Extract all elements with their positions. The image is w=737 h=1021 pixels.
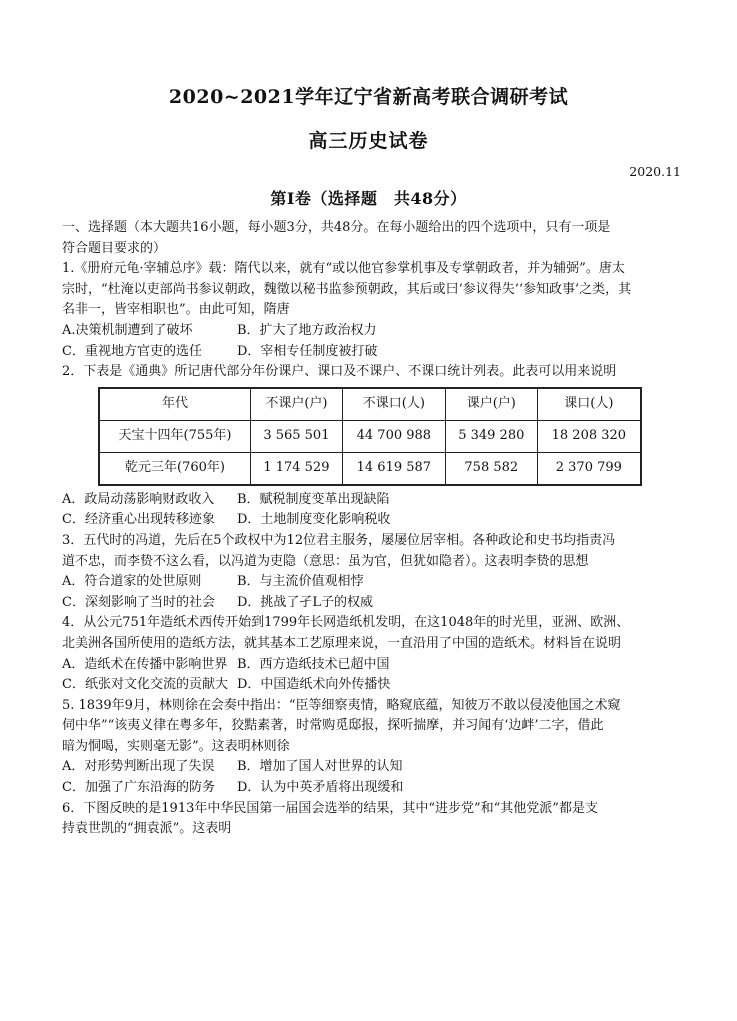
- question-5-options-row: [62, 757, 678, 778]
- question-4-text: 4．从公元751年造纸术西传开始到1799年长网造纸机发明，在这1048年的时光里，亚洲、欧洲、: [62, 615, 630, 631]
- table-row: [99, 452, 641, 485]
- table-cell: 2 370 799: [537, 452, 641, 485]
- table-cell: 758 582: [445, 452, 537, 485]
- option-b: B．与主流价值观相悖: [237, 574, 364, 590]
- question-5-options-row: [62, 778, 678, 799]
- exam-subtitle: 高三历史试卷: [308, 130, 429, 152]
- table-header-cell: 不课口(人): [342, 388, 445, 421]
- instructions-line: 一、选择题（本大题共16小题，每小题3分，共48分。在每小题给出的四个选项中，只有一项是: [62, 220, 611, 235]
- exam-date: 2020.11: [629, 164, 681, 179]
- question-3-options-row: [62, 593, 678, 614]
- table-cell: 1 174 529: [251, 452, 343, 485]
- section-heading: 第Ⅰ卷（选择题 共48分）: [270, 189, 467, 208]
- question-5-text: 5. 1839年9月，林则徐在会奏中指出：“臣等细察夷情，略窥底蕴，知彼万不敢以侵凌他国之术窥: [62, 697, 621, 713]
- instructions-line: 符合题目要求的）: [62, 240, 167, 256]
- option-a: A．符合道家的处世原则: [62, 574, 202, 590]
- option-c: C．深刻影响了当时的社会: [62, 594, 215, 610]
- table-header-cell: 课口(人): [537, 388, 641, 421]
- option-d: D．土地制度变化影响税收: [237, 512, 391, 528]
- question-6-text: 持袁世凯的“拥袁派”。这表明: [62, 821, 232, 837]
- question-1-options-row: [62, 342, 678, 363]
- option-b: B．增加了国人对世界的认知: [237, 759, 403, 775]
- table-cell: 3 565 501: [251, 420, 343, 452]
- question-2-text: 2．下表是《通典》所记唐代部分年份课户、课口及不课户、不课口统计列表。此表可以用来说明: [62, 364, 617, 380]
- option-d: D．中国造纸术向外传播快: [237, 677, 391, 693]
- table-cell: 44 700 988: [342, 420, 445, 452]
- question-6-text: 6．下图反映的是1913年中华民国第一届国会选举的结果，其中“进步党”和“其他党派”都是支: [62, 800, 598, 816]
- option-a: A．对形势判断出现了失误: [62, 759, 215, 775]
- question-3-text: 道不忠，而李贽不这么看，以冯道为吏隐（意思：虽为官，但犹如隐者）。这表明李贽的思想: [62, 553, 589, 569]
- option-b: B．扩大了地方政治权力: [237, 322, 377, 338]
- table-cell: 天宝十四年(755年): [99, 420, 251, 452]
- exam-title: 2020~2021学年辽宁省新高考联合调研考试: [168, 86, 569, 108]
- question-4-text: 北美洲各国所使用的造纸方法，就其基本工艺原理来说，一直沿用了中国的造纸术。材料旨在说明: [62, 635, 622, 651]
- household-statistics-table: [98, 387, 642, 486]
- option-a: A.决策机制遭到了破坏: [62, 322, 193, 338]
- question-4-options-row: [62, 655, 678, 676]
- table-cell: 14 619 587: [342, 452, 445, 485]
- option-d: D．挑战了孑L子的权威: [237, 594, 374, 610]
- question-1-text: 宗时，“杜淹以吏部尚书参议朝政，魏徵以秘书监参预朝政，其后或曰‘参议得失’‘参知政事’之类，其: [62, 281, 632, 297]
- option-c: C．纸张对文化交流的贡献大: [62, 677, 228, 693]
- option-a: A．造纸术在传播中影响世界: [62, 656, 228, 672]
- question-3-text: 3．五代时的冯道，先后在5个政权中为12位君主服务，屡屡位居宰相。各种政论和史书均指责冯: [62, 532, 616, 548]
- question-2-options-row: [62, 490, 678, 511]
- question-1-text: 1.《册府元龟·宰辅总序》载：隋代以来，就有“或以他官参掌机事及专掌朝政者，并为辅弼”。唐太: [62, 261, 625, 277]
- question-1-text: 名非一，皆宰相职也”。由此可知，隋唐: [62, 302, 290, 318]
- question-5-text: 暗为恫喝，实则毫无影”。这表明林则徐: [62, 738, 290, 754]
- question-1-options-row: [62, 321, 678, 342]
- table-row: [99, 420, 641, 452]
- option-c: C．经济重心出现转移迹象: [62, 512, 215, 528]
- option-d: D．宰相专任制度被打破: [237, 343, 378, 359]
- option-c: C．重视地方官吏的选任: [62, 343, 202, 359]
- table-cell: 乾元三年(760年): [99, 452, 251, 485]
- option-b: B．西方造纸技术已超中国: [237, 656, 390, 672]
- table-header-row: [99, 388, 641, 421]
- table-cell: 18 208 320: [537, 420, 641, 452]
- table-header-cell: 不课户(户): [251, 388, 343, 421]
- option-d: D．认为中英矛盾将出现缓和: [237, 780, 404, 796]
- question-body: [62, 218, 678, 840]
- table-header-cell: 课户(户): [445, 388, 537, 421]
- table-cell: 5 349 280: [445, 420, 537, 452]
- question-5-text: 伺中华”“该夷义律在粤多年，狡黠素著，时常购觅邸报，探听揣摩，并习闻有‘边衅’二字，借此: [62, 718, 604, 734]
- option-c: C．加强了广东沿海的防务: [62, 780, 215, 796]
- option-a: A．政局动荡影响财政收入: [62, 491, 215, 507]
- question-3-options-row: [62, 572, 678, 593]
- question-4-options-row: [62, 675, 678, 696]
- option-b: B．赋税制度变革出现缺陷: [237, 491, 390, 507]
- table-header-cell: 年代: [99, 388, 251, 421]
- question-2-options-row: [62, 510, 678, 531]
